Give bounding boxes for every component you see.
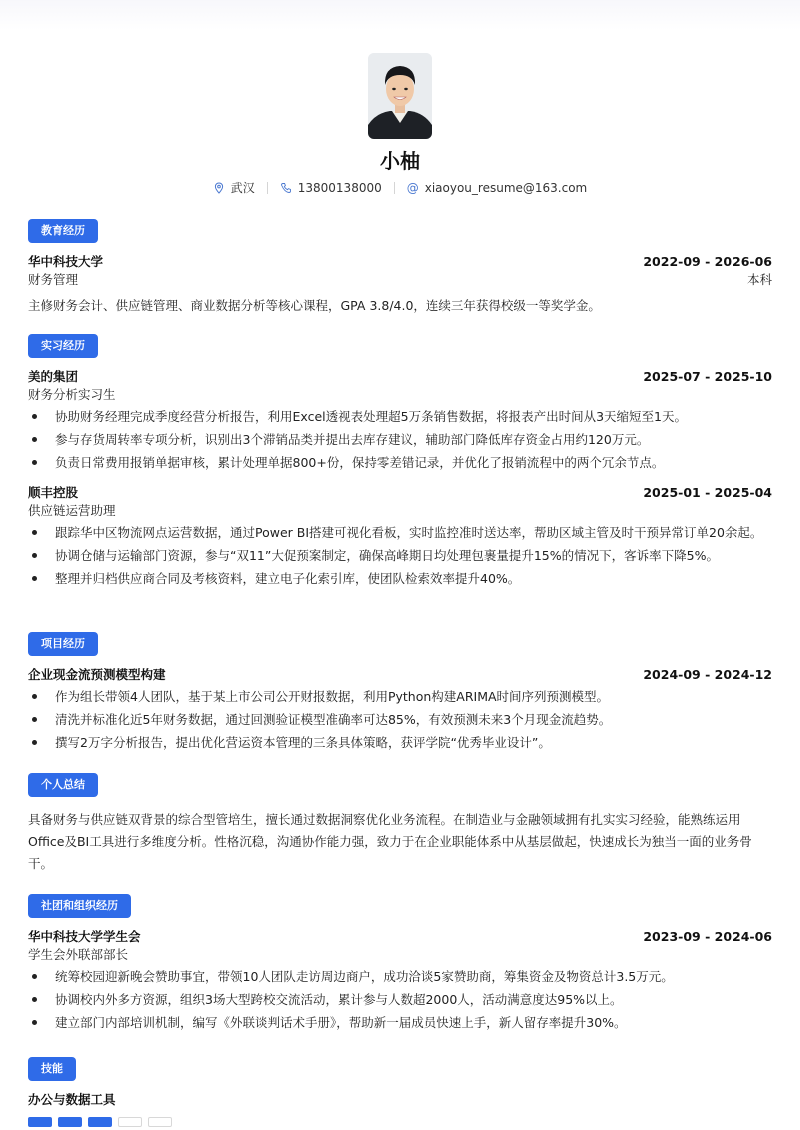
education-section [28, 219, 772, 316]
bullet-item: 跟踪华中区物流网点运营数据，通过Power BI搭建可视化看板，实时监控准时送达率，帮助区域主管及时干预异常订单20余起。 [28, 523, 772, 542]
avatar-illustration [368, 53, 432, 139]
bullet-item: 协助财务经理完成季度经营分析报告，利用Excel透视表处理超5万条销售数据，将报表产出时间从3天缩短至1天。 [28, 407, 772, 426]
job-bullets [28, 407, 772, 472]
skills-section [28, 1057, 772, 1127]
bullet-item: 作为组长带领4人团队，基于某上市公司公开财报数据，利用Python构建ARIMA时间序列预测模型。 [28, 687, 772, 706]
project-bullets [28, 687, 772, 752]
resume-header [0, 53, 800, 196]
bullet-item: 负责日常费用报销单据审核，累计处理单据800+份，保持零差错记录，并优化了报销流程中的两个冗余节点。 [28, 453, 772, 472]
job-date: 2025-01 - 2025-04 [643, 485, 772, 500]
job-role: 财务分析实习生 [28, 387, 116, 402]
company-name: 美的集团 [28, 369, 79, 384]
job-entry [28, 368, 772, 472]
internship-section [28, 334, 772, 592]
summary-text: 具备财务与供应链双背景的综合型管培生，擅长通过数据洞察优化业务流程。在制造业与金融领域拥有扎实实习经验，能熟练运用Office及BI工具进行多维度分析。性格沉稳，沟通协作能力强，致力于在企业职能体系中从基层做起，快速成长为独当一面的业务骨干。 [28, 812, 752, 871]
phone-icon [280, 182, 292, 194]
bullet-item: 参与存货周转率专项分析，识别出3个滞销品类并提出去库存建议，辅助部门降低库存资金占用约120万元。 [28, 430, 772, 449]
skill-level-segment [88, 1117, 112, 1127]
degree: 本科 [746, 272, 772, 287]
skill-level-segment [28, 1117, 52, 1127]
club-role: 学生会外联部部长 [28, 947, 129, 962]
contact-divider [267, 182, 268, 194]
section-tag-project: 项目经历 [28, 632, 98, 656]
club-date: 2023-09 - 2024-06 [643, 929, 772, 944]
project-name: 企业现金流预测模型构建 [28, 667, 166, 682]
skill-level-bar [28, 1117, 772, 1127]
section-tag-education: 教育经历 [28, 219, 98, 243]
job-entry [28, 484, 772, 588]
company-name: 顺丰控股 [28, 485, 79, 500]
section-tag-clubs: 社团和组织经历 [28, 894, 131, 918]
job-date: 2025-07 - 2025-10 [643, 369, 772, 384]
major: 财务管理 [28, 272, 79, 287]
contact-email [407, 181, 588, 195]
bullet-item: 撰写2万字分析报告，提出优化营运资本管理的三条具体策略，获评学院“优秀毕业设计”。 [28, 733, 772, 752]
section-tag-internship: 实习经历 [28, 334, 98, 358]
phone-text: 13800138000 [297, 180, 382, 195]
job-bullets [28, 523, 772, 588]
contact-location [213, 179, 255, 196]
candidate-name: 小柚 [380, 149, 420, 173]
school-name: 华中科技大学 [28, 254, 104, 269]
bullet-item: 协调仓储与运输部门资源，参与“双11”大促预案制定，确保高峰期日均处理包裹量提升15%的情况下，客诉率下降5%。 [28, 546, 772, 565]
skill-category: 办公与数据工具 [28, 1092, 116, 1107]
bullet-item: 整理并归档供应商合同及考核资料，建立电子化索引库，使团队检索效率提升40%。 [28, 569, 772, 588]
club-bullets [28, 967, 772, 1032]
map-pin-icon [213, 182, 225, 194]
contact-phone [280, 181, 382, 195]
club-name: 华中科技大学学生会 [28, 929, 141, 944]
education-description: 主修财务会计、供应链管理、商业数据分析等核心课程，GPA 3.8/4.0，连续三年获得校级一等奖学金。 [28, 298, 601, 313]
project-section [28, 632, 772, 756]
section-tag-summary: 个人总结 [28, 773, 98, 797]
skill-level-segment [118, 1117, 142, 1127]
at-sign-icon: @ [406, 180, 419, 195]
contact-divider [394, 182, 395, 194]
job-role: 供应链运营助理 [28, 503, 116, 518]
project-date: 2024-09 - 2024-12 [643, 667, 772, 682]
profile-photo [368, 53, 432, 139]
skill-level-segment [58, 1117, 82, 1127]
section-tag-skills: 技能 [28, 1057, 76, 1081]
skill-level-segment [148, 1117, 172, 1127]
bullet-item: 清洗并标准化近5年财务数据，通过回测验证模型准确率可达85%，有效预测未来3个月现金流趋势。 [28, 710, 772, 729]
contact-info [0, 179, 800, 196]
clubs-section [28, 894, 772, 1036]
summary-section [28, 773, 772, 875]
bullet-item: 协调校内外多方资源，组织3场大型跨校交流活动，累计参与人数超2000人，活动满意度达95%以上。 [28, 990, 772, 1009]
bullet-item: 统筹校园迎新晚会赞助事宜，带领10人团队走访周边商户，成功洽谈5家赞助商，筹集资金及物资总计3.5万元。 [28, 967, 772, 986]
location-text: 武汉 [230, 181, 255, 195]
education-date: 2022-09 - 2026-06 [643, 254, 772, 269]
email-text: xiaoyou_resume@163.com [424, 180, 588, 195]
bullet-item: 建立部门内部培训机制，编写《外联谈判话术手册》，帮助新一届成员快速上手，新人留存率提升30%。 [28, 1013, 772, 1032]
top-band [0, 0, 800, 30]
